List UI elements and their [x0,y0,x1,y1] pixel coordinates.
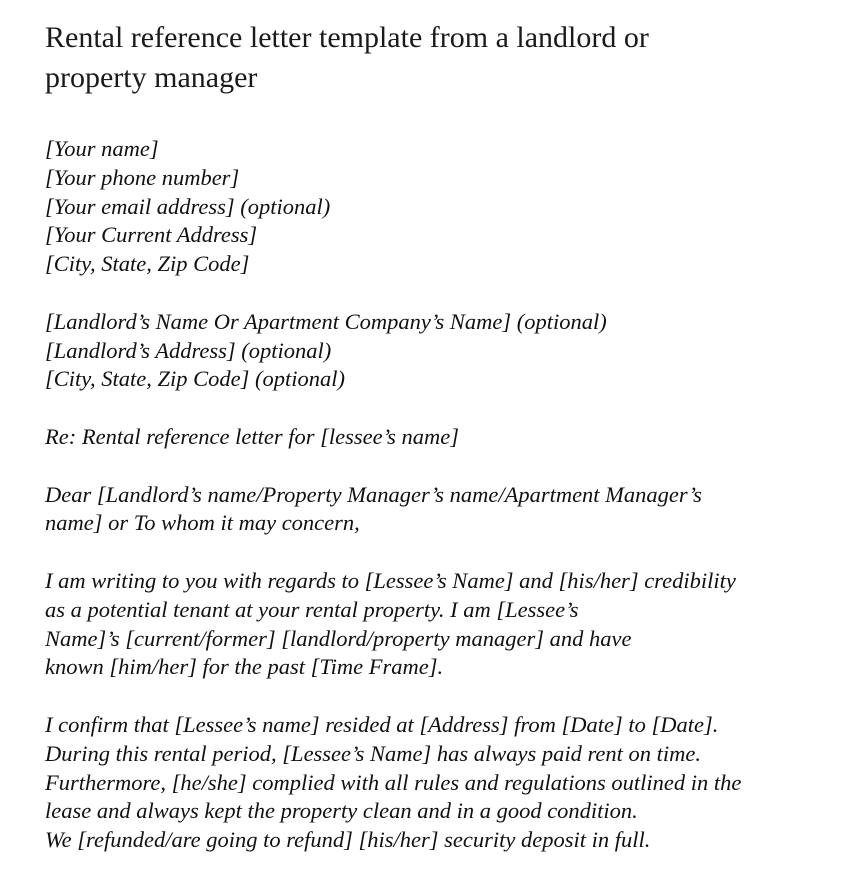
paragraph-confirmation [45,711,845,855]
sender-phone: [Your phone number] [45,164,240,190]
paragraph-line: Furthermore, [he/she] complied with all rules and regulations outlined in the [45,769,742,795]
recipient-city: [City, State, Zip Code] (optional) [45,366,346,392]
paragraph-line: I confirm that [Lessee’s name] resided at [Address] from [Date] to [Date]. [45,711,719,737]
recipient-block [45,308,845,394]
paragraph-line: lease and always kept the property clean and in a good condition. [45,798,638,824]
paragraph-line: as a potential tenant at your rental property. I am [Lessee’s [45,596,579,622]
paragraph-line: I am writing to you with regards to [Lessee’s Name] and [his/her] credibility [45,567,736,593]
paragraph-line: known [him/her] for the past [Time Frame]. [45,654,444,680]
paragraph-line: We [refunded/are going to refund] [his/her] security deposit in full. [45,827,651,853]
paragraph-line: Name]’s [current/former] [landlord/property manager] and have [45,625,632,651]
title-line: Rental reference letter template from a landlord or [45,21,649,54]
sender-city: [City, State, Zip Code] [45,251,250,277]
document-page [45,18,845,884]
title-line: property manager [45,61,258,94]
subject-text: Re: Rental reference letter for [lessee’s name] [45,423,460,449]
letter-body [45,135,845,855]
subject-line [45,423,845,452]
sender-address: [Your Current Address] [45,222,258,248]
recipient-name: [Landlord’s Name Or Apartment Company’s Name] (optional) [45,308,607,334]
sender-email: [Your email address] (optional) [45,193,331,219]
sender-block [45,135,845,279]
paragraph-intro [45,567,845,682]
salutation-line: name] or To whom it may concern, [45,510,360,536]
salutation [45,481,845,539]
salutation-line: Dear [Landlord’s name/Property Manager’s name/Apartment Manager’s [45,481,702,507]
sender-name: [Your name] [45,136,159,161]
recipient-address: [Landlord’s Address] (optional) [45,337,332,363]
paragraph-line: During this rental period, [Lessee’s Name] has always paid rent on time. [45,740,702,766]
document-title [45,18,845,98]
